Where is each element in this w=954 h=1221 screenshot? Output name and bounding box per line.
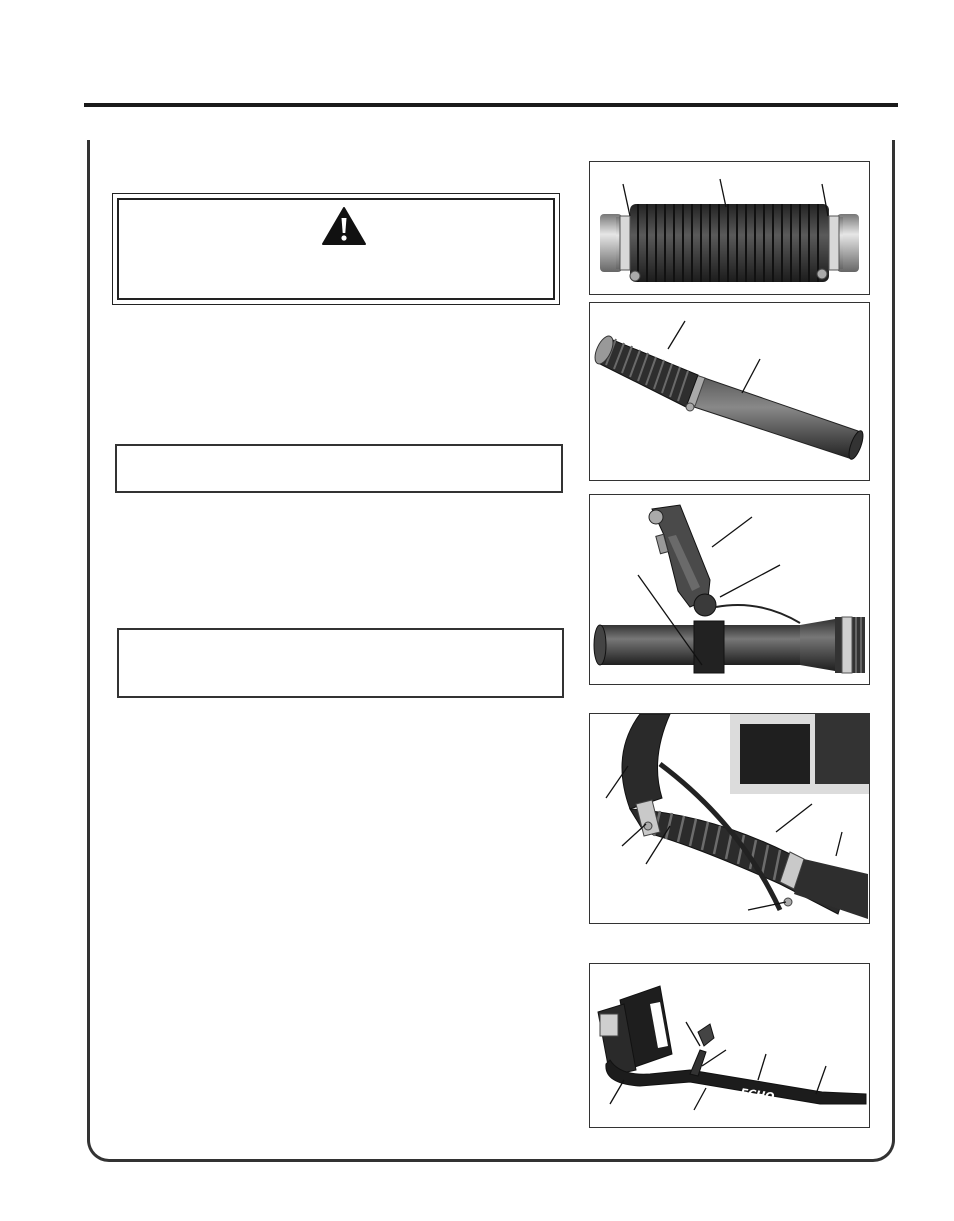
figure-throttle-handle [589, 494, 870, 685]
figure-assembled-blower [589, 963, 870, 1128]
warning-triangle-icon [321, 206, 367, 246]
figure-flex-hose [589, 161, 870, 295]
warning-inner-border [117, 198, 555, 300]
figure-hose-and-pipe [589, 302, 870, 481]
note-box-1 [115, 444, 563, 493]
note-box-2 [117, 628, 564, 698]
pipe-brand-logo: ECHO [739, 1086, 776, 1104]
warning-box [112, 193, 560, 305]
header-rule [84, 103, 898, 107]
figure-hose-connection [589, 713, 870, 924]
